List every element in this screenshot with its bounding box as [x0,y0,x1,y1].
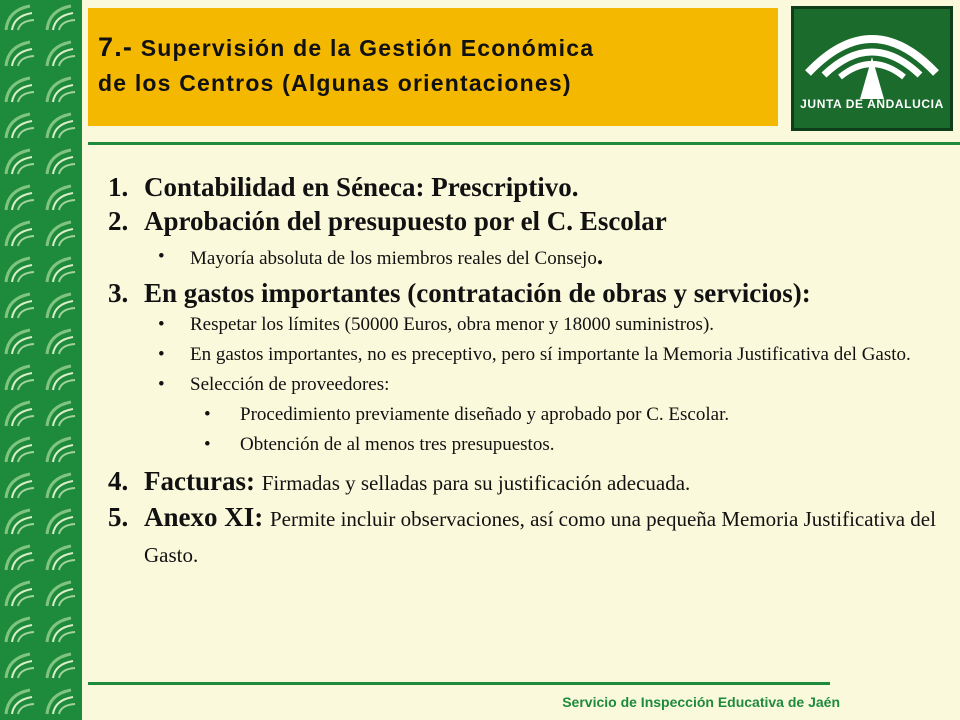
title-text-1: Supervisión de la Gestión Económica [140,35,595,61]
footer-text: Servicio de Inspección Educativa de Jaén [562,694,840,710]
section-number: 7.- [98,32,134,62]
bullet-item [108,340,948,370]
bullet-text: En gastos importantes, no es preceptivo, pero sí importante la Memoria Justificativa del Gasto. [190,344,911,365]
item-number: 1. [108,172,129,202]
bullet-item [108,242,948,274]
sub-bullet-text: Obtención de al menos tres presupuestos. [240,434,555,455]
bottom-divider [88,682,830,685]
bullet-text: Respetar los límites (50000 Euros, obra menor y 18000 suministros). [190,314,715,335]
bullet-text: Mayoría absoluta de los miembros reales del Consejo [190,248,597,269]
item-lead: Facturas: [144,466,255,496]
item-text: Firmadas y selladas para su justificación adecuada. [261,471,691,495]
list-item-5 [108,500,948,572]
list-item-3 [108,276,948,310]
bullet-dot: • [204,404,211,425]
logo-text: JUNTA DE ANDALUCIA [800,97,944,111]
list-item-4 [108,464,948,500]
decorative-sidebar [0,0,82,720]
logo-emblem-icon [794,13,950,103]
item-text: En gastos importantes (contratación de obras y servicios): [144,278,811,308]
list-item-1 [108,170,948,204]
bullet-dot: • [158,246,165,267]
title-line-1 [98,30,768,66]
item-number: 4. [108,466,129,496]
bullet-dot: • [158,314,165,335]
bullet-dot: • [204,434,211,455]
sub-bullet-item [108,430,948,460]
top-divider [88,142,960,145]
bullet-dot: • [158,374,165,395]
junta-andalucia-logo [791,6,953,131]
title-line-2: de los Centros (Algunas orientaciones) [98,70,572,96]
list-item-2 [108,204,948,238]
bullet-period: . [596,243,604,270]
bullet-item [108,370,948,400]
item-number: 5. [108,502,129,532]
sidebar-pattern [0,0,82,720]
content-list [108,170,948,572]
bullet-text: Selección de proveedores: [190,374,390,395]
title-banner [88,8,778,126]
item-text: Permite incluir observaciones, así como una pequeña Memoria Justificativa del Gasto. [144,507,936,567]
bullet-dot: • [158,344,165,365]
item-lead: Anexo XI: [144,502,264,532]
bullet-item [108,310,948,340]
item-text: Contabilidad en Séneca: Prescriptivo. [144,172,579,202]
item-number: 3. [108,278,129,308]
sub-bullet-item [108,400,948,430]
sub-bullet-text: Procedimiento previamente diseñado y aprobado por C. Escolar. [240,404,730,425]
item-text: Aprobación del presupuesto por el C. Escolar [144,206,667,236]
item-number: 2. [108,206,129,236]
